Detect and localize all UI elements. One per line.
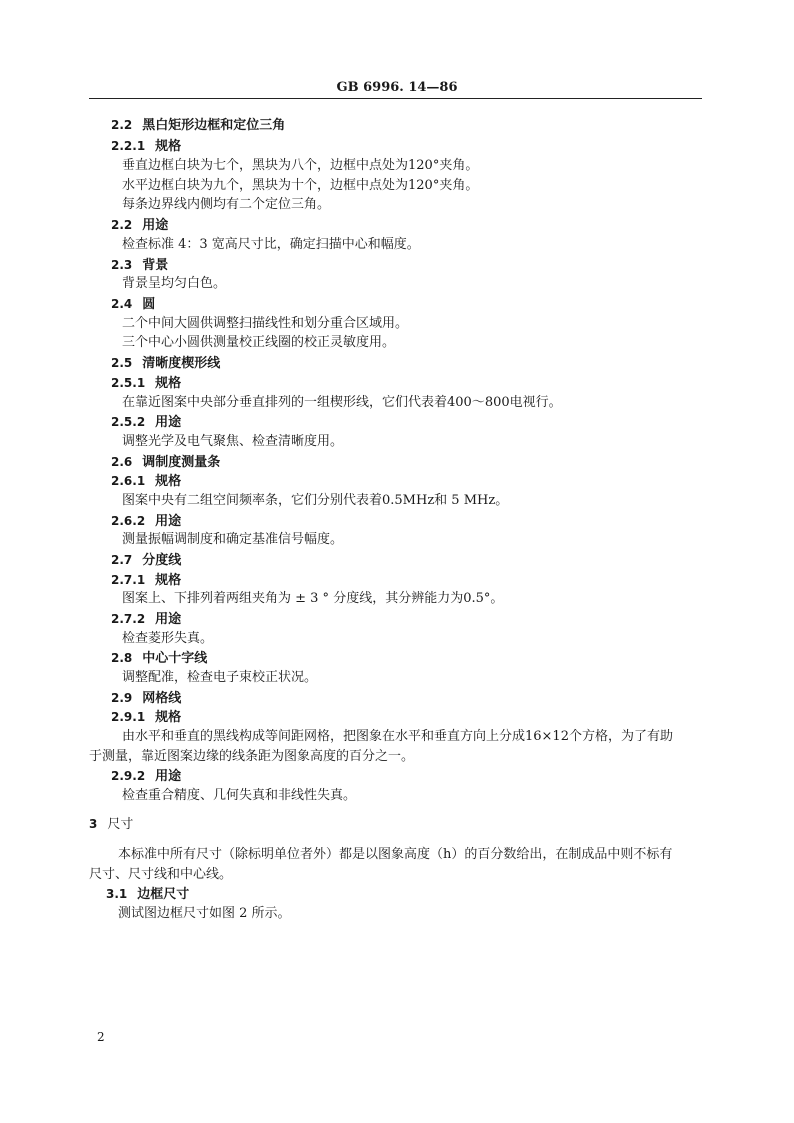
paragraph-text: 在靠近图案中央部分垂直排列的一组楔形线，它们代表着400～800电视行。 (122, 395, 562, 410)
section-title: 清晰度楔形线 (142, 356, 221, 371)
section-title: 规格 (155, 474, 182, 489)
section-number: 3 (89, 817, 98, 831)
page-number: 2 (97, 1030, 105, 1044)
section-title: 用途 (155, 769, 182, 784)
body-text-line (122, 787, 356, 805)
section-heading (111, 295, 155, 314)
section-number: 2.2 (111, 218, 133, 232)
body-text-line (89, 866, 232, 884)
paragraph-text: 垂直边框白块为七个，黑块为八个，边框中点处为120°夹角。 (122, 158, 479, 173)
section-title: 用途 (155, 514, 182, 529)
section-number: 3.1 (106, 887, 128, 901)
section-heading (111, 551, 181, 570)
header-rule (89, 98, 702, 99)
section-title: 规格 (155, 710, 182, 725)
paragraph-text: 于测量，靠近图案边缘的线条距为图象高度的百分之一。 (89, 749, 415, 764)
section-title: 分度线 (142, 553, 182, 568)
section-heading (111, 256, 168, 275)
section-number: 2.5.2 (111, 415, 146, 429)
section-number: 2.2.1 (111, 139, 146, 153)
section-heading (106, 885, 189, 904)
section-number: 2.2 (111, 118, 133, 132)
section-heading (111, 216, 168, 235)
section-heading (111, 767, 181, 786)
section-title: 黑白矩形边框和定位三角 (142, 118, 286, 133)
body-text-line (122, 275, 226, 293)
body-text-line (122, 315, 408, 333)
section-heading (111, 472, 181, 491)
section-title: 规格 (155, 139, 182, 154)
section-title: 中心十字线 (142, 651, 208, 666)
section-number: 2.6.1 (111, 474, 146, 488)
paragraph-text: 调整光学及电气聚焦、检查清晰度用。 (122, 434, 344, 449)
section-number: 2.6 (111, 455, 133, 469)
section-title: 调制度测量条 (142, 455, 221, 470)
section-heading (111, 413, 181, 432)
section-heading (111, 689, 181, 708)
section-title: 用途 (155, 415, 182, 430)
document-header-code: GB 6996. 14—86 (336, 80, 458, 95)
paragraph-text: 调整配准，检查电子束校正状况。 (122, 670, 318, 685)
paragraph-text: 水平边框白块为九个，黑块为十个，边框中点处为120°夹角。 (122, 178, 479, 193)
body-text-line (122, 630, 213, 648)
section-number: 2.7.1 (111, 573, 146, 587)
section-number: 2.5.1 (111, 376, 146, 390)
body-text-line (122, 531, 343, 549)
body-text-line (122, 157, 478, 175)
section-heading (111, 374, 181, 393)
section-number: 2.9.1 (111, 710, 146, 724)
paragraph-text: 检查重合精度、几何失真和非线性失真。 (122, 788, 357, 803)
paragraph-text: 二个中间大圆供调整扫描线性和划分重合区域用。 (122, 316, 409, 331)
section-title: 用途 (142, 218, 169, 233)
body-text-line (122, 728, 673, 746)
section-number: 2.9 (111, 691, 133, 705)
section-title: 圆 (142, 297, 156, 312)
section-heading (111, 137, 181, 156)
section-number: 2.7 (111, 553, 133, 567)
section-number: 2.6.2 (111, 514, 146, 528)
paragraph-text: 背景呈均匀白色。 (122, 276, 227, 291)
body-text-line (122, 590, 503, 608)
section-title: 尺寸 (107, 817, 134, 832)
section-number: 2.8 (111, 651, 133, 665)
section-title: 用途 (155, 612, 182, 627)
body-text-line (89, 748, 414, 766)
section-heading (111, 512, 181, 531)
section-title: 网格线 (142, 691, 182, 706)
body-text-line (122, 177, 478, 195)
paragraph-text: 测试图边框尺寸如图 2 所示。 (118, 906, 291, 921)
section-heading (111, 649, 207, 668)
section-heading (89, 815, 133, 834)
section-heading (111, 354, 220, 373)
section-heading (111, 453, 220, 472)
section-heading (111, 708, 181, 727)
section-number: 2.3 (111, 258, 133, 272)
body-text-line (122, 334, 395, 352)
section-number: 2.7.2 (111, 612, 146, 626)
section-number: 2.4 (111, 297, 133, 311)
section-number: 2.9.2 (111, 769, 146, 783)
body-text-line (118, 905, 291, 923)
paragraph-text: 每条边界线内侧均有二个定位三角。 (122, 197, 331, 212)
paragraph-text: 图案中央有二组空间频率条，它们分别代表着0.5MHz和 5 MHz。 (122, 493, 509, 508)
section-heading (111, 571, 181, 590)
paragraph-text: 由水平和垂直的黑线构成等间距网格，把图象在水平和垂直方向上分成16×12个方格，为了有助 (122, 729, 673, 744)
body-text-line (122, 196, 330, 214)
paragraph-text: 图案上、下排列着两组夹角为 ± 3 ° 分度线，其分辨能力为0.5°。 (122, 591, 504, 606)
body-text-line (122, 669, 317, 687)
paragraph-text: 检查标准 4：3 宽高尺寸比，确定扫描中心和幅度。 (122, 237, 420, 252)
body-text-line (122, 492, 508, 510)
body-text-line (122, 394, 562, 412)
section-title: 规格 (155, 376, 182, 391)
paragraph-text: 尺寸、尺寸线和中心线。 (89, 867, 233, 882)
section-title: 边框尺寸 (137, 887, 190, 902)
section-title: 规格 (155, 573, 182, 588)
section-title: 背景 (142, 258, 169, 273)
paragraph-text: 检查菱形失真。 (122, 631, 214, 646)
paragraph-text: 三个中心小圆供测量校正线圈的校正灵敏度用。 (122, 335, 396, 350)
body-text-line (122, 236, 420, 254)
body-text-line (118, 846, 672, 864)
body-text-line (122, 433, 343, 451)
section-heading (111, 610, 181, 629)
section-heading (111, 116, 285, 135)
paragraph-text: 测量振幅调制度和确定基准信号幅度。 (122, 532, 344, 547)
section-number: 2.5 (111, 356, 133, 370)
paragraph-text: 本标准中所有尺寸（除标明单位者外）都是以图象高度（h）的百分数给出，在制成品中则不标有 (118, 847, 673, 862)
